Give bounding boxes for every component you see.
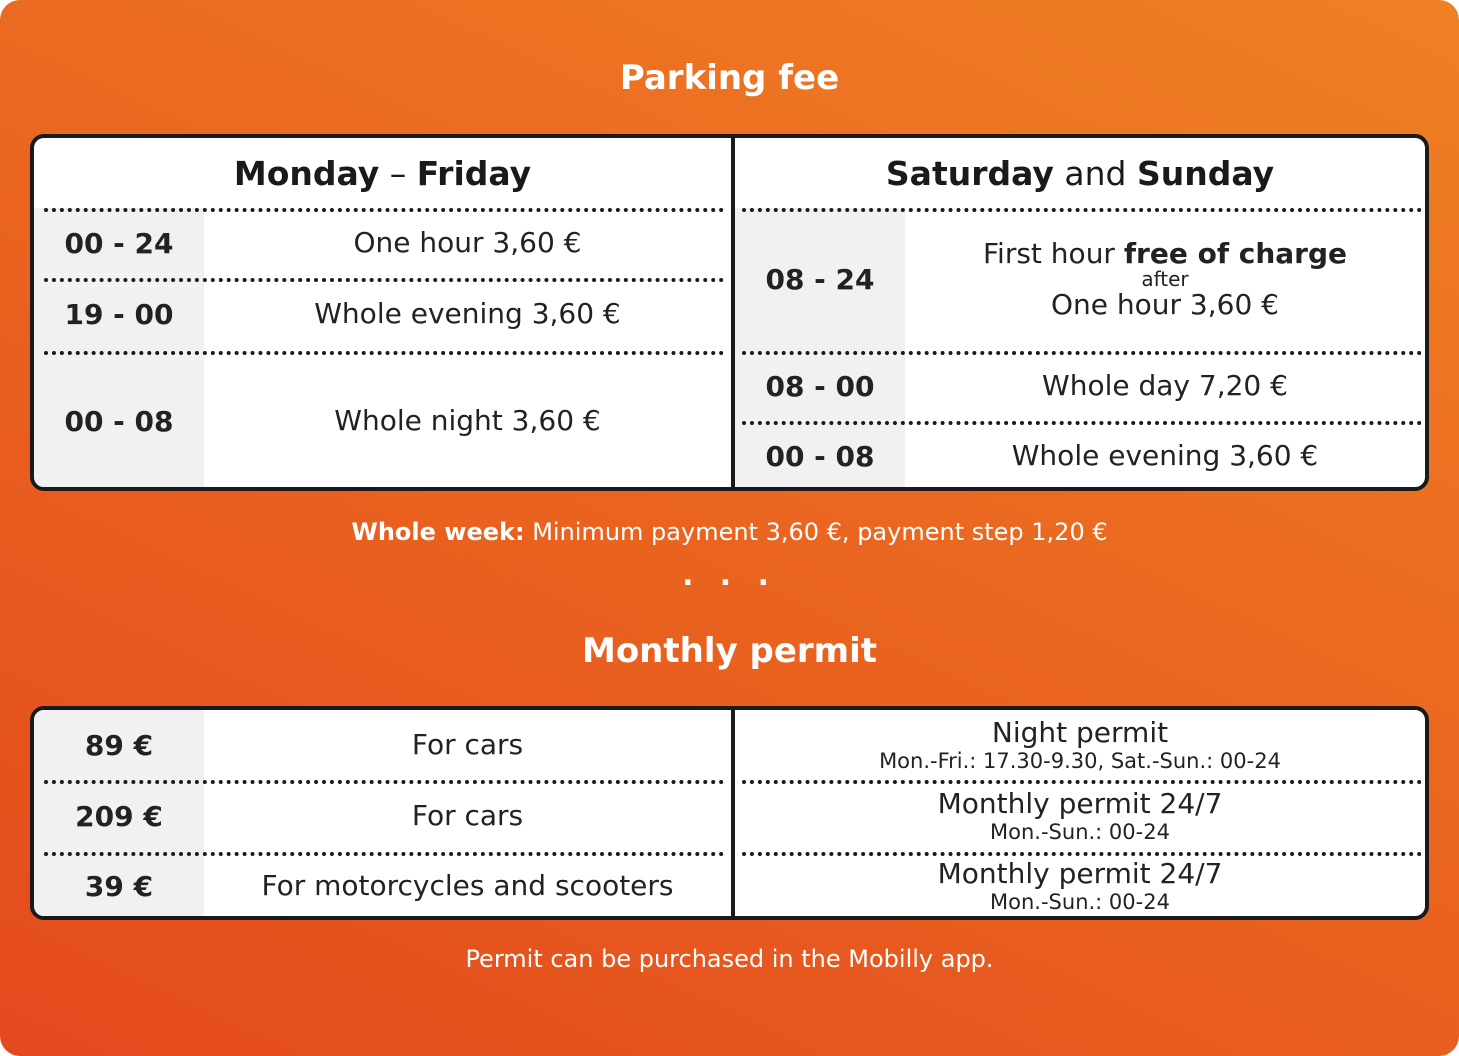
weekend-fee-1-line3: One hour 3,60 €	[1050, 288, 1279, 321]
weekend-fee-1	[905, 208, 1425, 351]
weekday-header-end: Friday	[416, 153, 532, 193]
permit-price-3: 39 €	[34, 852, 204, 920]
permit-type-3: For motorcycles and scooters	[261, 868, 674, 902]
dotted-separator	[44, 351, 724, 355]
monthly-permit-table	[30, 706, 1429, 920]
parking-fee-table	[30, 134, 1429, 491]
weekend-header	[735, 138, 1425, 208]
parking-fee-title: Parking fee	[619, 58, 840, 98]
dotted-separator	[742, 351, 1422, 355]
dotted-separator	[44, 278, 724, 282]
dotted-separator	[742, 421, 1422, 425]
whole-week-note	[0, 518, 1459, 546]
whole-week-label: Whole week:	[351, 518, 525, 546]
permit-option-2-name: Monthly permit 24/7	[937, 786, 1223, 820]
permit-option-2	[735, 780, 1425, 852]
weekday-time-2: 19 - 00	[34, 278, 204, 351]
weekend-time-1: 08 - 24	[735, 208, 905, 351]
section-ellipsis: . . .	[681, 558, 778, 593]
monthly-permit-title: Monthly permit	[581, 631, 877, 671]
permit-type-1: For cars	[411, 727, 524, 761]
permit-option-3-name: Monthly permit 24/7	[937, 856, 1223, 890]
permit-type-2: For cars	[411, 798, 524, 832]
weekend-header-end: Sunday	[1136, 153, 1275, 193]
weekday-header-sep: –	[379, 153, 417, 193]
weekday-header	[34, 138, 731, 208]
whole-week-text: Minimum payment 3,60 €, payment step 1,20 €	[524, 518, 1108, 546]
weekend-time-2: 08 - 00	[735, 351, 905, 421]
weekend-time-3: 00 - 08	[735, 421, 905, 491]
permit-footer-note: Permit can be purchased in the Mobilly app.	[465, 945, 994, 973]
dotted-separator	[44, 780, 724, 784]
permit-price-1: 89 €	[34, 710, 204, 780]
weekday-fee-1: One hour 3,60 €	[353, 225, 582, 259]
weekend-header-mid: and	[1053, 153, 1137, 193]
dotted-separator	[742, 208, 1422, 212]
weekday-fee-2: Whole evening 3,60 €	[314, 297, 621, 331]
dotted-separator	[44, 208, 724, 212]
dotted-separator	[742, 780, 1422, 784]
permit-option-3	[735, 852, 1425, 920]
weekday-time-3: 00 - 08	[34, 351, 204, 491]
permit-option-3-hours: Mon.-Sun.: 00-24	[990, 890, 1170, 915]
weekday-time-1: 00 - 24	[34, 208, 204, 278]
weekend-header-start: Saturday	[885, 153, 1054, 193]
dotted-separator	[742, 852, 1422, 856]
permit-option-1	[735, 710, 1425, 780]
weekend-fee-1-line2: after	[1141, 267, 1189, 291]
weekend-fee-2: Whole day 7,20 €	[1042, 368, 1288, 402]
weekday-fee-3: Whole night 3,60 €	[334, 403, 601, 437]
weekday-header-start: Monday	[233, 153, 380, 193]
permit-option-1-name: Night permit	[991, 715, 1169, 749]
weekend-fee-1-line1: First hour free of charge	[982, 236, 1348, 270]
permit-option-2-hours: Mon.-Sun.: 00-24	[990, 820, 1170, 845]
weekend-fee-3: Whole evening 3,60 €	[1011, 438, 1319, 472]
dotted-separator	[44, 852, 724, 856]
permit-option-1-hours: Mon.-Fri.: 17.30-9.30, Sat.-Sun.: 00-24	[879, 749, 1281, 774]
permit-price-2: 209 €	[34, 780, 204, 852]
